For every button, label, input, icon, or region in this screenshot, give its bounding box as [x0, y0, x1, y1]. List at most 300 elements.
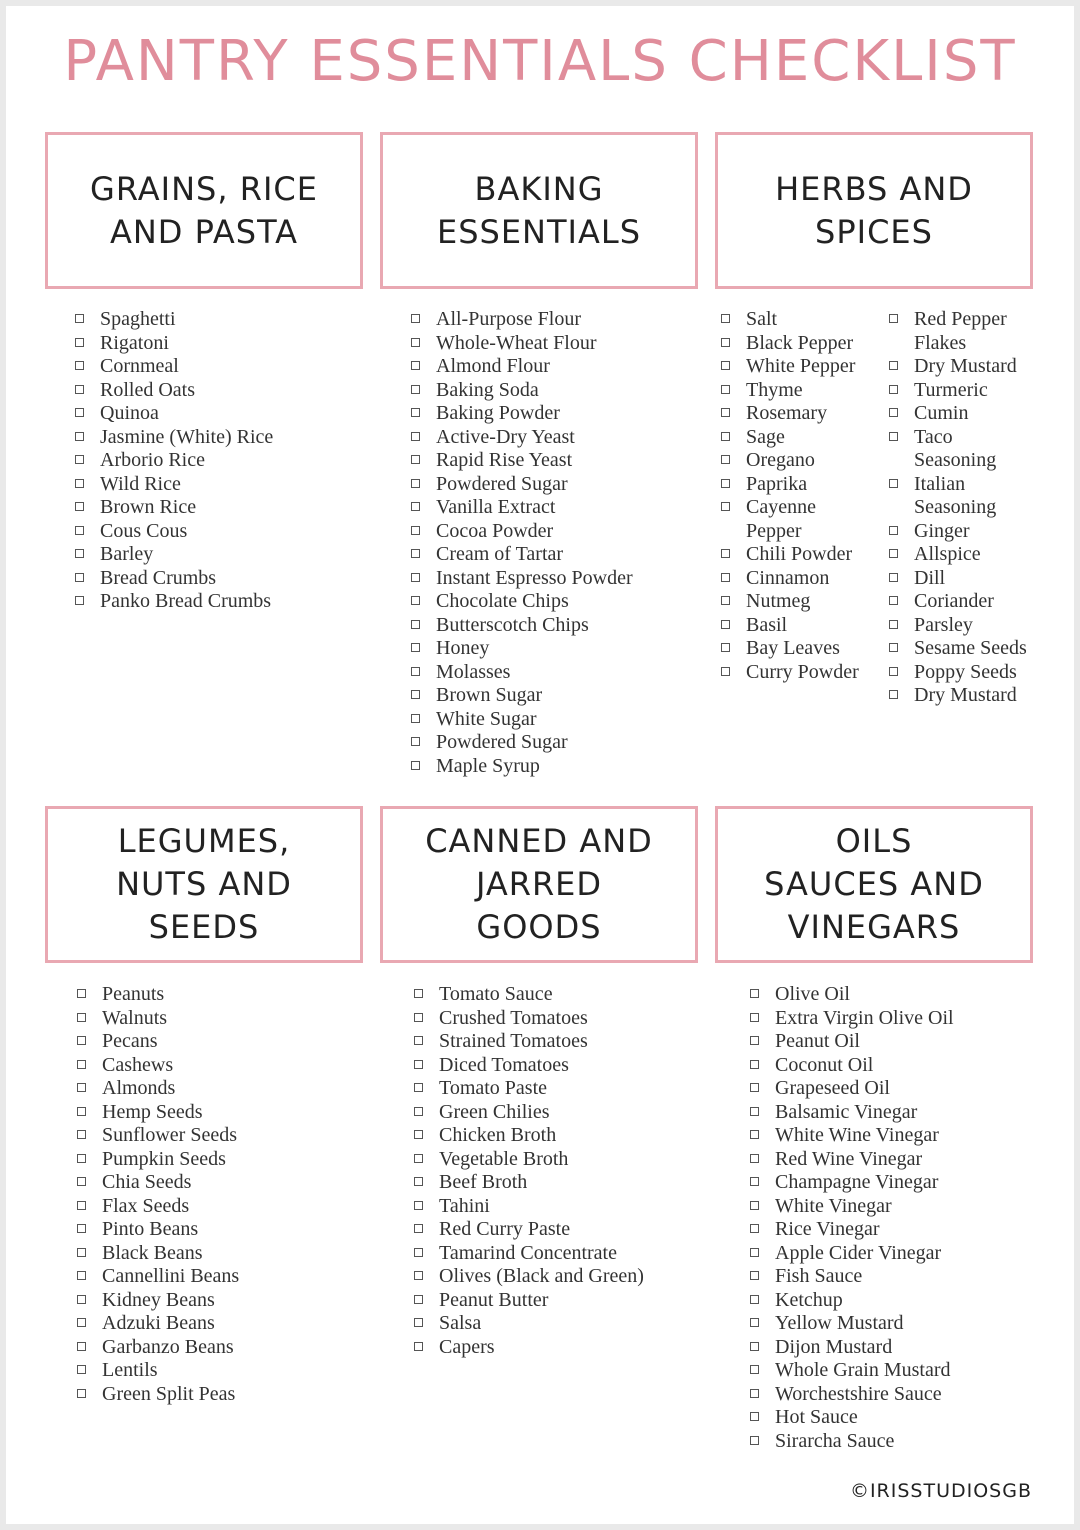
checklist-item[interactable] [75, 426, 273, 450]
checklist-item[interactable] [750, 1430, 954, 1454]
checklist-item[interactable] [889, 473, 1027, 497]
item-label: Cornmeal [100, 355, 179, 377]
checkbox[interactable] [411, 479, 420, 488]
checklist-item[interactable] [75, 449, 273, 473]
checklist-item[interactable] [750, 1218, 954, 1242]
checkbox[interactable] [75, 573, 84, 582]
item-label: Walnuts [102, 1006, 168, 1029]
checklist-item[interactable] [77, 1148, 239, 1172]
herbs-checklist-right [889, 308, 1027, 708]
item-label: Whole Grain Mustard [775, 1359, 951, 1381]
item-label: Oregano [746, 449, 815, 471]
checklist-item[interactable] [411, 731, 633, 755]
checklist-item[interactable] [750, 1289, 954, 1313]
checkbox[interactable] [77, 989, 86, 998]
checkbox[interactable] [721, 455, 730, 464]
checkbox[interactable] [75, 408, 84, 417]
checkbox[interactable] [411, 573, 420, 582]
checkbox[interactable] [721, 573, 730, 582]
checklist-item[interactable] [889, 567, 1027, 591]
checkbox[interactable] [75, 338, 84, 347]
baking-checklist [411, 308, 633, 778]
checklist-item[interactable] [750, 983, 954, 1007]
checklist-item[interactable] [77, 1383, 239, 1407]
item-label: Chia Seeds [102, 1171, 192, 1193]
checklist-item[interactable] [750, 1359, 954, 1383]
checklist-item[interactable] [750, 1007, 954, 1031]
checkbox[interactable] [411, 596, 420, 605]
item-label: Sirarcha Sauce [775, 1429, 895, 1452]
checklist-item[interactable] [411, 567, 633, 591]
checklist-item[interactable] [721, 614, 859, 638]
checkbox[interactable] [414, 1342, 423, 1351]
checklist-item[interactable] [721, 308, 859, 332]
checklist-item[interactable] [77, 1101, 239, 1125]
checklist-item[interactable] [750, 1054, 954, 1078]
checkbox[interactable] [414, 1013, 423, 1022]
checkbox[interactable] [77, 1154, 86, 1163]
checkbox[interactable] [750, 1224, 759, 1233]
item-label: Butterscotch Chips [436, 613, 589, 636]
checkbox[interactable] [750, 1436, 759, 1445]
checklist-item[interactable] [721, 590, 859, 614]
checklist-item[interactable] [414, 1124, 644, 1148]
checklist-item-continued [721, 520, 859, 544]
checklist-item[interactable] [721, 637, 859, 661]
checklist-item[interactable] [750, 1383, 954, 1407]
item-label: Extra Virgin Olive Oil [775, 1006, 954, 1029]
checkbox[interactable] [414, 1154, 423, 1163]
item-label: Red Curry Paste [439, 1218, 571, 1240]
checkbox[interactable] [77, 1107, 86, 1116]
checkbox[interactable] [411, 338, 420, 347]
item-label: Red Wine Vinegar [775, 1147, 923, 1170]
checkbox[interactable] [411, 455, 420, 464]
checkbox[interactable] [750, 1271, 759, 1280]
checkbox[interactable] [750, 1412, 759, 1421]
item-label: Coconut Oil [775, 1053, 874, 1076]
checkbox[interactable] [750, 989, 759, 998]
checkbox[interactable] [414, 1318, 423, 1327]
checklist-item-continued [889, 449, 1027, 473]
checkbox[interactable] [411, 432, 420, 441]
checklist-item[interactable] [77, 983, 239, 1007]
checklist-item[interactable] [721, 426, 859, 450]
checklist-item[interactable] [414, 1007, 644, 1031]
checkbox[interactable] [411, 643, 420, 652]
herbs-checklist-left [721, 308, 859, 684]
checkbox[interactable] [411, 761, 420, 770]
checklist-item[interactable] [721, 332, 859, 356]
checkbox[interactable] [411, 502, 420, 511]
page-title: PANTRY ESSENTIALS CHECKLIST [63, 29, 1017, 94]
checkbox[interactable] [750, 1389, 759, 1398]
checklist-item[interactable] [77, 1054, 239, 1078]
item-label: Apple Cider Vinegar [775, 1241, 942, 1264]
checklist-item[interactable] [75, 332, 273, 356]
checklist-item[interactable] [411, 496, 633, 520]
item-label: Adzuki Beans [102, 1312, 215, 1334]
checklist-item[interactable] [411, 449, 633, 473]
checklist-item[interactable] [414, 1289, 644, 1313]
checkbox[interactable] [721, 596, 730, 605]
checkbox[interactable] [411, 690, 420, 699]
checkbox[interactable] [77, 1083, 86, 1092]
checklist-item[interactable] [721, 543, 859, 567]
checkbox[interactable] [750, 1154, 759, 1163]
checkbox[interactable] [750, 1060, 759, 1069]
checkbox[interactable] [750, 1365, 759, 1374]
item-label: Vegetable Broth [439, 1147, 569, 1170]
checklist-item[interactable] [721, 473, 859, 497]
checkbox[interactable] [75, 549, 84, 558]
checklist-item[interactable] [75, 473, 273, 497]
checklist-item[interactable] [750, 1077, 954, 1101]
checklist-item[interactable] [414, 1054, 644, 1078]
checkbox[interactable] [414, 1083, 423, 1092]
checkbox[interactable] [75, 502, 84, 511]
checklist-item[interactable] [411, 473, 633, 497]
checklist-item[interactable] [750, 1148, 954, 1172]
checklist-item[interactable] [77, 1242, 239, 1266]
checklist-item[interactable] [414, 1218, 644, 1242]
checklist-item[interactable] [414, 1242, 644, 1266]
checklist-item[interactable] [77, 1359, 239, 1383]
checkbox[interactable] [889, 479, 898, 488]
item-label: Baking Powder [436, 402, 560, 424]
item-label: Green Chilies [439, 1100, 550, 1123]
checklist-item[interactable] [77, 1289, 239, 1313]
checkbox[interactable] [414, 1201, 423, 1210]
checkbox[interactable] [889, 385, 898, 394]
checklist-item[interactable] [889, 308, 1027, 332]
checklist-item[interactable] [750, 1336, 954, 1360]
checklist-item[interactable] [411, 379, 633, 403]
checkbox[interactable] [889, 667, 898, 676]
checkbox[interactable] [889, 690, 898, 699]
checkbox[interactable] [411, 667, 420, 676]
checklist-item[interactable] [414, 1101, 644, 1125]
checkbox[interactable] [414, 989, 423, 998]
checkbox[interactable] [411, 737, 420, 746]
checkbox[interactable] [889, 432, 898, 441]
checklist-item[interactable] [414, 983, 644, 1007]
checklist-item[interactable] [411, 426, 633, 450]
item-label: Quinoa [100, 402, 159, 424]
checkbox[interactable] [77, 1060, 86, 1069]
checkbox[interactable] [889, 549, 898, 558]
checklist-item[interactable] [75, 520, 273, 544]
item-label: Chicken Broth [439, 1124, 557, 1146]
checklist-item[interactable] [411, 402, 633, 426]
checklist-item[interactable] [721, 567, 859, 591]
checkbox[interactable] [721, 432, 730, 441]
checkbox[interactable] [77, 1201, 86, 1210]
checklist-item[interactable] [889, 402, 1027, 426]
checklist-item[interactable] [411, 590, 633, 614]
checklist-item[interactable] [414, 1030, 644, 1054]
checklist-item[interactable] [721, 449, 859, 473]
item-label: Powdered Sugar [436, 472, 568, 495]
checklist-item[interactable] [411, 661, 633, 685]
checklist-item[interactable] [721, 402, 859, 426]
checkbox[interactable] [889, 643, 898, 652]
checklist-item[interactable] [77, 1312, 239, 1336]
checklist-item[interactable] [889, 543, 1027, 567]
checkbox[interactable] [414, 1224, 423, 1233]
checklist-item[interactable] [750, 1195, 954, 1219]
checklist-item[interactable] [75, 379, 273, 403]
checklist-item[interactable] [889, 520, 1027, 544]
checkbox[interactable] [750, 1130, 759, 1139]
item-label: Cocoa Powder [436, 519, 554, 542]
checkbox[interactable] [414, 1295, 423, 1304]
checklist-item[interactable] [750, 1101, 954, 1125]
checkbox[interactable] [889, 408, 898, 417]
checkbox[interactable] [75, 596, 84, 605]
item-label: Hot Sauce [775, 1406, 858, 1428]
checklist-item[interactable] [750, 1171, 954, 1195]
item-label: Diced Tomatoes [439, 1053, 569, 1076]
item-label: Ketchup [775, 1288, 843, 1311]
checklist-item[interactable] [75, 308, 273, 332]
checklist-item[interactable] [77, 1265, 239, 1289]
checkbox[interactable] [75, 432, 84, 441]
checkbox[interactable] [75, 361, 84, 370]
checkbox[interactable] [750, 1318, 759, 1327]
checkbox[interactable] [77, 1271, 86, 1280]
checklist-item[interactable] [411, 637, 633, 661]
item-label: Pinto Beans [102, 1218, 199, 1240]
checkbox[interactable] [411, 526, 420, 535]
checklist-item[interactable] [411, 355, 633, 379]
checklist-item[interactable] [77, 1171, 239, 1195]
checklist-item[interactable] [414, 1336, 644, 1360]
checklist-item[interactable] [889, 684, 1027, 708]
checklist-item[interactable] [75, 402, 273, 426]
checkbox[interactable] [414, 1177, 423, 1186]
checkbox[interactable] [414, 1248, 423, 1257]
checkbox[interactable] [721, 667, 730, 676]
item-label: Balsamic Vinegar [775, 1100, 918, 1123]
checkbox[interactable] [721, 620, 730, 629]
item-label: Turmeric [914, 378, 988, 401]
checklist-item[interactable] [750, 1265, 954, 1289]
checklist-item[interactable] [77, 1007, 239, 1031]
checkbox[interactable] [750, 1342, 759, 1351]
checkbox[interactable] [750, 1201, 759, 1210]
checkbox[interactable] [414, 1036, 423, 1045]
checklist-item[interactable] [889, 426, 1027, 450]
item-label: All-Purpose Flour [436, 308, 581, 330]
item-label: Rice Vinegar [775, 1218, 880, 1240]
checklist-item[interactable] [414, 1265, 644, 1289]
checkbox[interactable] [411, 361, 420, 370]
item-label: Olives (Black and Green) [439, 1265, 644, 1287]
checklist-item[interactable] [75, 543, 273, 567]
checkbox[interactable] [721, 361, 730, 370]
item-label: Rolled Oats [100, 378, 195, 401]
checklist-item[interactable] [77, 1195, 239, 1219]
checklist-item[interactable] [411, 755, 633, 779]
checkbox[interactable] [75, 526, 84, 535]
checklist-item[interactable] [411, 520, 633, 544]
checkbox[interactable] [411, 714, 420, 723]
checklist-item[interactable] [77, 1030, 239, 1054]
checklist-item[interactable] [77, 1077, 239, 1101]
checklist-item[interactable] [721, 379, 859, 403]
checklist-item[interactable] [889, 590, 1027, 614]
checkbox[interactable] [77, 1318, 86, 1327]
checklist-item[interactable] [750, 1242, 954, 1266]
checkbox[interactable] [889, 620, 898, 629]
checklist-item[interactable] [750, 1312, 954, 1336]
oils-checklist [750, 983, 954, 1453]
checkbox[interactable] [889, 573, 898, 582]
checkbox[interactable] [889, 361, 898, 370]
item-label: Sesame Seeds [914, 637, 1027, 659]
checklist-item[interactable] [414, 1195, 644, 1219]
checkbox[interactable] [77, 1224, 86, 1233]
checklist-item[interactable] [77, 1218, 239, 1242]
checklist-item[interactable] [889, 614, 1027, 638]
checkbox[interactable] [750, 1248, 759, 1257]
item-label: Coriander [914, 590, 994, 612]
checkbox[interactable] [77, 1177, 86, 1186]
checkbox[interactable] [721, 408, 730, 417]
checkbox[interactable] [411, 620, 420, 629]
item-label: Tamarind Concentrate [439, 1241, 617, 1264]
checkbox[interactable] [721, 314, 730, 323]
checklist-item[interactable] [414, 1171, 644, 1195]
checklist-item[interactable] [889, 355, 1027, 379]
checklist-item[interactable] [75, 496, 273, 520]
item-label: Whole-Wheat Flour [436, 331, 597, 354]
checkbox[interactable] [721, 479, 730, 488]
checkbox[interactable] [414, 1060, 423, 1069]
item-label: Cinnamon [746, 566, 830, 589]
checkbox[interactable] [75, 385, 84, 394]
checklist-item[interactable] [75, 590, 273, 614]
checkbox[interactable] [414, 1130, 423, 1139]
checklist-item[interactable] [411, 308, 633, 332]
checklist-item[interactable] [75, 355, 273, 379]
checklist-item[interactable] [721, 496, 859, 520]
checkbox[interactable] [750, 1036, 759, 1045]
checkbox[interactable] [750, 1177, 759, 1186]
checkbox[interactable] [750, 1107, 759, 1116]
checkbox[interactable] [77, 1295, 86, 1304]
item-label: Jasmine (White) Rice [100, 425, 274, 448]
checklist-item[interactable] [77, 1124, 239, 1148]
checklist-item[interactable] [75, 567, 273, 591]
checkbox[interactable] [411, 549, 420, 558]
item-label: Cayenne [746, 496, 816, 518]
checkbox[interactable] [889, 526, 898, 535]
checkbox[interactable] [721, 502, 730, 511]
checkbox[interactable] [411, 314, 420, 323]
item-label: Tomato Sauce [439, 983, 553, 1005]
checklist-item[interactable] [414, 1312, 644, 1336]
checklist-item[interactable] [721, 661, 859, 685]
checkbox[interactable] [721, 338, 730, 347]
checklist-item[interactable] [411, 708, 633, 732]
checklist-item[interactable] [889, 379, 1027, 403]
checkbox[interactable] [77, 1248, 86, 1257]
item-label: Peanut Oil [775, 1030, 860, 1052]
checkbox[interactable] [77, 1036, 86, 1045]
checkbox[interactable] [721, 643, 730, 652]
item-label: Panko Bread Crumbs [100, 590, 272, 612]
item-label: Dry Mustard [914, 684, 1017, 706]
checkbox[interactable] [721, 385, 730, 394]
checklist-item[interactable] [414, 1148, 644, 1172]
checkbox[interactable] [750, 1083, 759, 1092]
item-label: Green Split Peas [102, 1382, 236, 1405]
checkbox[interactable] [75, 314, 84, 323]
item-label: Olive Oil [775, 983, 850, 1005]
checkbox[interactable] [750, 1013, 759, 1022]
category-baking-essentials: BAKING ESSENTIALS [380, 132, 698, 289]
checkbox[interactable] [414, 1271, 423, 1280]
checkbox[interactable] [721, 549, 730, 558]
category-canned-jarred-goods: CANNED AND JARRED GOODS [380, 806, 698, 963]
checklist-item[interactable] [411, 332, 633, 356]
checkbox[interactable] [77, 1130, 86, 1139]
checklist-item[interactable] [411, 543, 633, 567]
checklist-item[interactable] [414, 1077, 644, 1101]
item-label: Kidney Beans [102, 1288, 215, 1311]
checklist-item-continued [889, 332, 1027, 356]
checkbox[interactable] [77, 1389, 86, 1398]
item-label: Barley [100, 543, 154, 565]
checklist-item[interactable] [889, 661, 1027, 685]
category-oils-sauces-vinegars: OILS SAUCES AND VINEGARS [715, 806, 1033, 963]
checklist-item[interactable] [411, 614, 633, 638]
checklist-item[interactable] [77, 1336, 239, 1360]
checklist-item[interactable] [721, 355, 859, 379]
checklist-item[interactable] [750, 1030, 954, 1054]
checkbox[interactable] [75, 455, 84, 464]
item-label: Chili Powder [746, 543, 853, 565]
item-label: Chocolate Chips [436, 590, 569, 612]
category-grains-rice-pasta: GRAINS, RICE AND PASTA [45, 132, 363, 289]
item-label: Honey [436, 637, 490, 659]
item-label: Wild Rice [100, 472, 181, 495]
checklist-item[interactable] [750, 1406, 954, 1430]
checklist-item[interactable] [889, 637, 1027, 661]
item-label: Arborio Rice [100, 449, 205, 471]
item-label: Paprika [746, 472, 808, 495]
checklist-item[interactable] [411, 684, 633, 708]
checkbox[interactable] [411, 385, 420, 394]
item-label: Poppy Seeds [914, 660, 1017, 683]
checkbox[interactable] [889, 596, 898, 605]
checkbox[interactable] [75, 479, 84, 488]
checkbox[interactable] [411, 408, 420, 417]
checkbox[interactable] [77, 1013, 86, 1022]
item-label: Powdered Sugar [436, 731, 568, 753]
checklist-item[interactable] [750, 1124, 954, 1148]
checkbox[interactable] [77, 1342, 86, 1351]
item-label: Worchestshire Sauce [775, 1382, 942, 1405]
checkbox[interactable] [889, 314, 898, 323]
checkbox[interactable] [77, 1365, 86, 1374]
checkbox[interactable] [750, 1295, 759, 1304]
item-label: Sage [746, 425, 785, 448]
checkbox[interactable] [414, 1107, 423, 1116]
item-label: Ginger [914, 519, 970, 542]
